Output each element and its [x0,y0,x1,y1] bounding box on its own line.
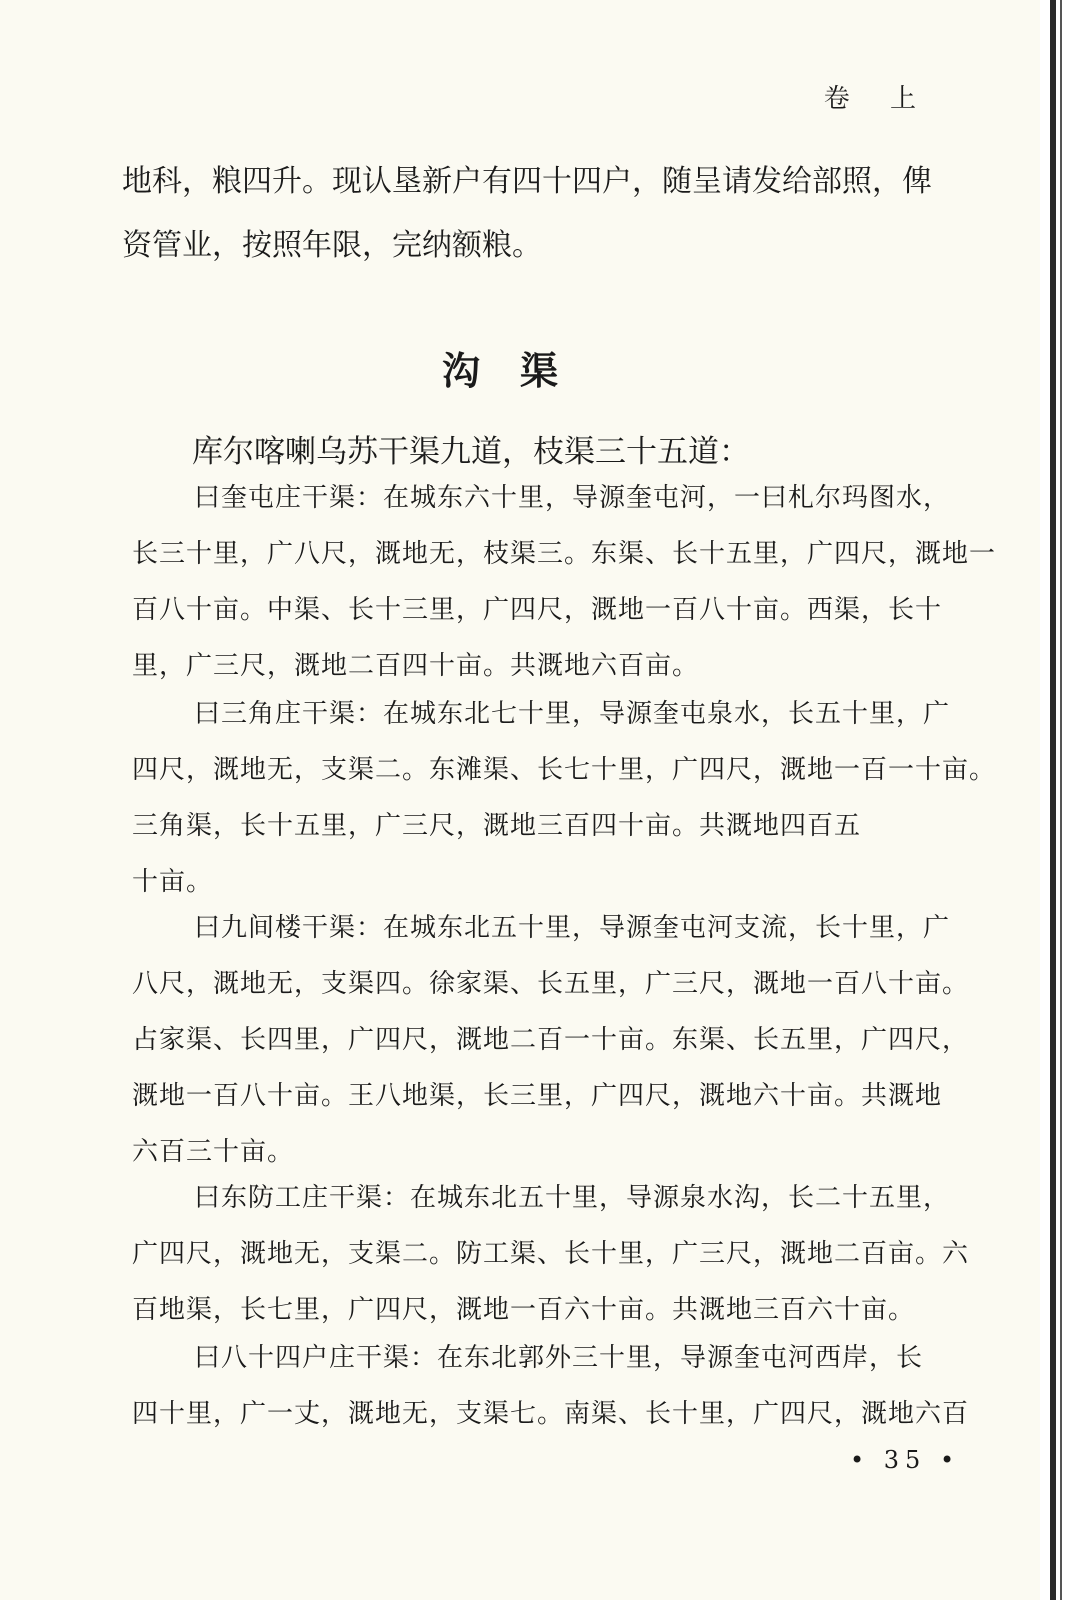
text-line: 八尺，溉地无，支渠四。徐家渠、长五里，广三尺，溉地一百八十亩。 [132,969,970,999]
text-line: 占家渠、长四里，广四尺，溉地二百一十亩。东渠、长五里，广四尺， [132,1025,970,1055]
text-line: 四十里，广一丈，溉地无，支渠七。南渠、长十里，广四尺，溉地六百 [132,1399,970,1429]
page-number: • 35 • [850,1446,961,1474]
text-line: 长三十里，广八尺，溉地无，枝渠三。东渠、长十五里，广四尺，溉地一 [132,539,997,569]
edge-stripe [1060,0,1062,1600]
text-line: 百地渠，长七里，广四尺，溉地一百六十亩。共溉地三百六十亩。 [132,1295,916,1325]
text-line: 曰九间楼干渠：在城东北五十里，导源奎屯河支流，长十里，广 [194,913,951,943]
text-line: 十亩。 [132,867,214,897]
text-line: 四尺，溉地无，支渠二。东滩渠、长七十里，广四尺，溉地一百一十亩。 [132,755,997,785]
canal-entry-sanjiao [132,686,997,910]
canal-entry-dongfanggong [132,1170,970,1338]
page-edge [1040,0,1068,1600]
canal-entry-jiujianlou [132,900,970,1180]
text-line: 六百三十亩。 [132,1137,295,1167]
section-title: 沟渠 [441,348,598,393]
text-line: 曰奎屯庄干渠：在城东六十里，导源奎屯河，一曰札尔玛图水， [194,483,951,513]
text-line: 溉地一百八十亩。王八地渠，长三里，广四尺，溉地六十亩。共溉地 [132,1081,943,1111]
edge-stripe [1050,0,1056,1600]
paragraph-continuation [122,150,954,278]
canal-entry-kuitun [132,470,997,694]
section-intro: 库尔喀喇乌苏干渠九道，枝渠三十五道： [192,434,750,470]
text-line: 广四尺，溉地无，支渠二。防工渠、长十里，广三尺，溉地二百亩。六 [132,1239,970,1269]
text-line: 里，广三尺，溉地二百四十亩。共溉地六百亩。 [132,651,700,681]
text-line: 曰三角庄干渠：在城东北七十里，导源奎屯泉水，长五十里，广 [194,699,951,729]
text-line: 三角渠，长十五里，广三尺，溉地三百四十亩。共溉地四百五 [132,811,862,841]
canal-entry-bashisihu [132,1330,970,1442]
text-line: 百八十亩。中渠、长十三里，广四尺，溉地一百八十亩。西渠，长十 [132,595,943,625]
text-line: 曰东防工庄干渠：在城东北五十里，导源泉水沟，长二十五里， [194,1183,951,1213]
text-line: 资管业，按照年限，完纳额粮。 [122,228,542,263]
text-line: 地科，粮四升。现认垦新户有四十四户，随呈请发给部照，俾 [122,164,932,199]
text-line: 曰八十四户庄干渠：在东北郭外三十里，导源奎屯河西岸，长 [194,1343,924,1373]
running-head: 卷 上 [823,84,932,114]
